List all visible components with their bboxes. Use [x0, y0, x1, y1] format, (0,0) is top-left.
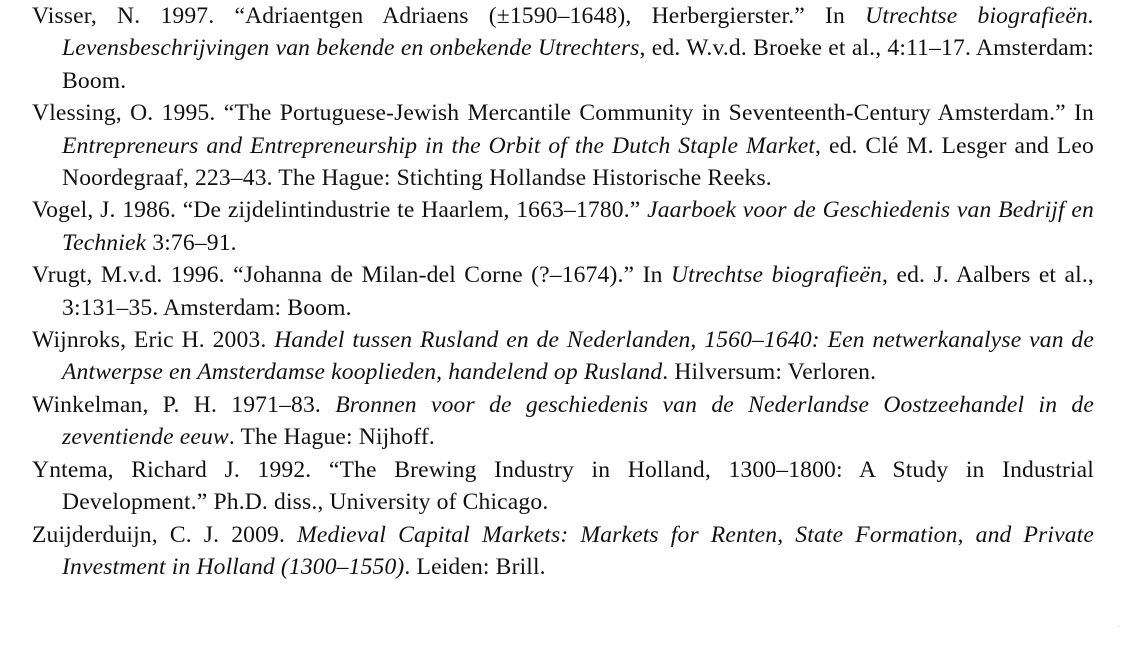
- entry-title: Entrepreneurs and Entrepreneurship in the Orbit of the Dutch Staple Market: [62, 132, 816, 159]
- bibliography-page: [32, 0, 1094, 583]
- bibliography-entry-winkelman: [32, 389, 1094, 454]
- bibliography-entry-yntema: [32, 454, 1094, 519]
- entry-text: . Leiden: Brill.: [404, 553, 546, 580]
- entry-title: Medieval Capital Markets: Markets for Renten, State Formation, and Private Investment in Holland (1300–1550): [62, 521, 1094, 580]
- entry-text: , ed. J. Aalbers et al., 3:131–35. Amsterdam: Boom.: [62, 262, 1094, 321]
- bibliography-entry-wijnroks: [32, 324, 1094, 389]
- scan-speck: [1118, 626, 1119, 627]
- entry-title: Jaarboek voor de Geschiedenis van Bedrijf en Techniek: [62, 197, 1094, 256]
- entry-title: Utrechtse biografieën. Levensbeschrijvingen van bekende en onbekende Utrechters: [62, 3, 1094, 62]
- bibliography-entry-visser: [32, 0, 1094, 97]
- bibliography-entry-zuijderduijn: [32, 519, 1094, 584]
- bibliography-entry-vogel: [32, 194, 1094, 259]
- entry-text: Vogel, J. 1986. “De zijdelintindustrie te Haarlem, 1663–1780.”: [32, 197, 648, 224]
- entry-text: Visser, N. 1997. “Adriaentgen Adriaens (±1590–1648), Herbergierster.” In: [32, 3, 866, 29]
- entry-text: Wijnroks, Eric H. 2003.: [32, 327, 275, 354]
- entry-text: Vlessing, O. 1995. “The Portuguese-Jewish Mercantile Community in Seventeenth-Century Amsterdam.” In: [32, 100, 1094, 127]
- entry-text: 3:76–91.: [146, 229, 237, 256]
- entry-title: Handel tussen Rusland en de Nederlanden, 1560–1640: Een netwerkanalyse van de Antwerpse en Amsterdamse kooplieden, handelend op Rusland: [62, 327, 1094, 386]
- bibliography-entry-vrugt: [32, 259, 1094, 324]
- entry-text: , ed. W.v.d. Broeke et al., 4:11–17. Amsterdam: Boom.: [62, 35, 1095, 94]
- entry-text: Yntema, Richard J. 1992. “The Brewing Industry in Holland, 1300–1800: A Study in Industrial Development.” Ph.D. diss., University of Chicago.: [32, 456, 1094, 516]
- bibliography-entry-vlessing: [32, 97, 1094, 194]
- entry-text: . The Hague: Nijhoff.: [228, 424, 435, 451]
- entry-text: . Hilversum: Verloren.: [662, 359, 877, 386]
- entry-text: , ed. Clé M. Lesger and Leo Noordegraaf, 223–43. The Hague: Stichting Hollandse Historische Reeks.: [62, 132, 1094, 192]
- entry-title: Utrechtse biografieën: [670, 262, 882, 289]
- entry-text: Vrugt, M.v.d. 1996. “Johanna de Milan-del Corne (?–1674).” In: [32, 262, 671, 289]
- entry-text: Winkelman, P. H. 1971–83.: [32, 391, 336, 418]
- entry-text: Zuijderduijn, C. J. 2009.: [32, 521, 298, 548]
- entry-title: Bronnen voor de geschiedenis van de Nederlandse Oostzeehandel in de zeventiende eeuw: [62, 391, 1094, 451]
